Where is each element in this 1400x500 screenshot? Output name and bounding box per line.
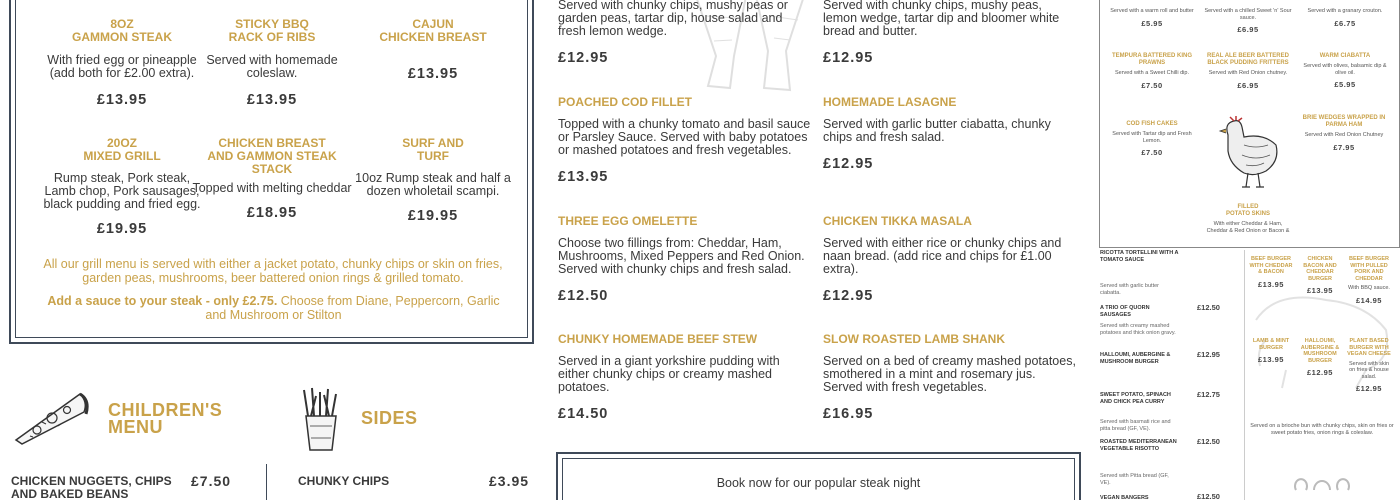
thumb-item-desc: Served with Red Onion Chutney — [1304, 132, 1384, 138]
thumb-item-name: FILLED POTATO SKINS — [1225, 204, 1270, 217]
sauce-note-bold: Add a sauce to your steak - only £2.75. — [47, 294, 278, 308]
grill-item — [192, 18, 352, 108]
grill-item-desc: With fried egg or pineapple (add both for £2.00 extra). — [47, 53, 197, 80]
childrens-item-price: £7.50 — [191, 473, 232, 489]
thumb-item-desc: With either Cheddar & Ham, Cheddar & Red Onion or Bacon & — [1206, 221, 1290, 234]
burger-price: £13.95 — [1258, 355, 1284, 364]
veg-item-price: £12.50 — [1197, 492, 1220, 500]
grill-item — [192, 137, 352, 221]
thumb-starter-item — [1108, 121, 1196, 157]
thumb-item-price: £6.95 — [1237, 80, 1259, 90]
thumb-starter-item — [1301, 53, 1389, 89]
burger-desc: Served with skin on fries & house salad. — [1348, 360, 1390, 380]
burger-name: PLANT BASED BURGER WITH VEGAN CHEESE — [1347, 338, 1391, 357]
burger-price: £13.95 — [1307, 286, 1333, 295]
main-dish-desc: Served with chunky chips, mushy peas, lemon wedge, tartar dip and bloomer white bread and butter. — [823, 0, 1060, 38]
veg-item-desc: Served with Pitta bread (GF, VE). — [1100, 473, 1169, 486]
booking-text: Book now for our popular steak night — [716, 476, 921, 490]
sides-item-price: £3.95 — [489, 473, 530, 489]
main-dish-price: £12.95 — [823, 50, 874, 66]
main-dish-name: CHUNKY HOMEMADE BEEF STEW — [558, 332, 758, 346]
grill-item-price: £18.95 — [246, 205, 298, 221]
burger-serving-note: Served on a brioche bun with chunky chips, skin on fries or sweet potato fries, onion rings & coleslaw. — [1250, 423, 1394, 436]
grill-item-price: £13.95 — [407, 66, 459, 82]
sauce-note-rest: Choose from Diane, Peppercorn, Garlic and Mushroom or Stilton — [205, 294, 500, 322]
pizza-slice-illustration — [12, 388, 90, 446]
grill-item — [42, 137, 202, 237]
veg-item-price: £12.95 — [1197, 350, 1220, 359]
thumb-item-name: BRIE WEDGES WRAPPED IN PARMA HAM — [1302, 115, 1386, 128]
veg-item-price: £12.50 — [1197, 303, 1220, 312]
burger-item — [1346, 256, 1392, 305]
burger-price: £12.95 — [1356, 384, 1382, 393]
burger-item — [1297, 256, 1343, 295]
veg-item-desc: Served with creamy mashed potatoes and thick onion gravy. — [1100, 323, 1176, 336]
thumb-item-name: COD FISH CAKES — [1126, 121, 1178, 127]
grill-item — [42, 18, 202, 108]
grill-item — [353, 137, 513, 224]
main-dish — [558, 333, 813, 422]
main-dish-price: £12.95 — [823, 288, 874, 304]
thumb-item-desc: Served with a granary crouton. — [1307, 8, 1383, 14]
grill-item-name: STICKY BBQ RACK OF RIBS — [228, 17, 316, 44]
burger-item — [1248, 338, 1294, 364]
thumb-item-desc: Served with a warm roll and butter — [1110, 8, 1194, 14]
main-dish — [558, 96, 813, 185]
main-dish-desc: Served with garlic butter ciabatta, chunky chips and fresh salad. — [823, 117, 1051, 144]
burger-item — [1297, 338, 1343, 377]
grill-item-desc: 10oz Rump steak and half a dozen wholetail scampi. — [355, 171, 511, 198]
thumb-item-desc: Served with Red Onion chutney. — [1208, 70, 1288, 76]
veg-item-name: SWEET POTATO, SPINACH AND CHICK PEA CURRY — [1100, 392, 1171, 405]
veg-item-name: VEGAN BANGERS — [1100, 495, 1149, 500]
chicken-illustration — [1214, 115, 1284, 191]
grill-item — [353, 18, 513, 82]
sides-item-name: CHUNKY CHIPS — [298, 474, 390, 488]
burger-name: LAMB & MINT BURGER — [1252, 338, 1290, 351]
thumb-item-price: £7.50 — [1141, 148, 1163, 157]
main-dish — [823, 96, 1078, 172]
main-dish-price: £12.95 — [823, 156, 874, 172]
grill-item-desc: Rump steak, Pork steak, Lamb chop, Pork sausages, black pudding and fried egg. — [43, 171, 201, 211]
main-dish-name: POACHED COD FILLET — [558, 95, 692, 109]
column-divider — [266, 464, 267, 500]
starters-menu-thumbnail — [1099, 0, 1400, 248]
main-dish-desc: Served with chunky chips, mushy peas or garden peas, tartar dip, house salad and fresh lemon wedge. — [558, 0, 788, 38]
main-dish-name: SLOW ROASTED LAMB SHANK — [823, 332, 1005, 346]
main-dish — [558, 215, 813, 304]
grill-item-price: £19.95 — [96, 221, 148, 237]
burger-price: £14.95 — [1356, 295, 1382, 305]
burger-price: £13.95 — [1258, 279, 1284, 289]
thumb-item-desc: Served with a chilled Sweet 'n' Sour sauce. — [1204, 8, 1292, 21]
burger-name: CHICKEN BACON AND CHEDDAR BURGER — [1303, 256, 1337, 282]
childrens-menu-title: CHILDREN'S MENU — [108, 400, 223, 437]
main-dish-desc: Served with either rice or chunky chips and naan bread. (add rice and chips for £1.00 extra). — [823, 236, 1062, 276]
veg-item-name: ROASTED MEDITERRANEAN VEGETABLE RISOTTO — [1100, 439, 1177, 452]
thumb-item-desc: Served with Tartar dip and Fresh Lemon. — [1112, 131, 1192, 144]
main-dish-desc: Served on a bed of creamy mashed potatoes, smothered in a mint and rosemary jus. Served with fresh vegetables. — [823, 354, 1076, 394]
main-dish-price: £13.95 — [558, 169, 609, 185]
thumb-item-desc: Served with olives, balsamic dip & olive oil. — [1303, 63, 1387, 76]
main-dish — [823, 215, 1078, 304]
sauce-note — [41, 294, 506, 322]
thumb-item-price: £7.50 — [1141, 80, 1163, 90]
main-dish-desc: Choose two fillings from: Cheddar, Ham, Mushrooms, Mixed Peppers and Red Onion. Served with chunky chips and fresh salad. — [558, 236, 805, 276]
grill-item-price: £19.95 — [407, 208, 459, 224]
thumb-item-price: £5.95 — [1141, 18, 1163, 28]
main-dish — [823, 0, 1078, 66]
thumb-item-price: £6.75 — [1334, 18, 1356, 28]
thumb-starter-item — [1108, 53, 1196, 90]
childrens-item-name: CHICKEN NUGGETS, CHIPS AND BAKED BEANS — [11, 474, 172, 500]
veg-item-price: £12.75 — [1197, 390, 1220, 399]
thumb-item-price: £6.95 — [1237, 25, 1259, 34]
main-dish-price: £16.95 — [823, 406, 874, 422]
thumb-starter-item — [1294, 115, 1394, 152]
grill-item-price: £13.95 — [246, 92, 298, 108]
grill-item-desc: Topped with melting cheddar — [192, 181, 352, 195]
main-dish-name: HOMEMADE LASAGNE — [823, 95, 957, 109]
main-dish-price: £12.50 — [558, 288, 609, 304]
panel-divider — [1244, 250, 1245, 500]
decorative-horseshoes — [1292, 472, 1352, 492]
veg-item-name: HALLOUMI, AUBERGINE & MUSHROOM BURGER — [1100, 352, 1171, 365]
grill-item-desc: Served with homemade coleslaw. — [206, 53, 338, 80]
grill-item-name: 8OZ GAMMON STEAK — [72, 17, 172, 44]
main-dish-desc: Topped with a chunky tomato and basil sauce or Parsley Sauce. Served with baby potatoes or mashed potatoes and fresh vegetables. — [558, 117, 811, 157]
grill-item-name: CHICKEN BREAST AND GAMMON STEAK STACK — [207, 136, 337, 176]
grill-item-name: 20OZ MIXED GRILL — [83, 136, 161, 163]
burger-name: BEEF BURGER WITH CHEDDAR & BACON — [1249, 256, 1293, 275]
grill-menu-panel — [9, 0, 534, 344]
burger-name: HALLOUMI, AUBERGINE & MUSHROOM BURGER — [1300, 338, 1340, 364]
burger-item — [1346, 338, 1392, 393]
grill-sides-note: All our grill menu is served with either a jacket potato, chunky chips or skin on fries, garden peas, mushrooms, beer battered onion rings & grilled tomato. — [43, 257, 503, 285]
thumb-item-desc: Served with a Sweet Chilli dip. — [1115, 70, 1189, 76]
thumb-starter-item — [1301, 5, 1389, 28]
thumb-item-price: £5.95 — [1334, 80, 1356, 89]
thumb-starter-item — [1204, 53, 1292, 90]
main-dish-price: £14.50 — [558, 406, 609, 422]
main-dish-desc: Served in a giant yorkshire pudding with either chunky chips or creamy mashed potatoes. — [558, 354, 780, 394]
thumb-starter-item — [1204, 5, 1292, 34]
thumb-starter-item — [1204, 204, 1292, 234]
steak-night-booking-box — [556, 452, 1081, 500]
mains-burgers-thumbnail — [1096, 250, 1400, 500]
main-dish — [823, 333, 1078, 422]
thumb-item-name: REAL ALE BEER BATTERED BLACK PUDDING FRITTERS — [1207, 53, 1289, 66]
thumb-starter-item — [1108, 5, 1196, 28]
thumb-item-price: £7.95 — [1333, 142, 1355, 152]
main-dish-name: CHICKEN TIKKA MASALA — [823, 214, 972, 228]
main-dish-name: THREE EGG OMELETTE — [558, 214, 698, 228]
sides-title: SIDES — [361, 408, 418, 428]
thumb-item-name: TEMPURA BATTERED KING PRAWNS — [1112, 53, 1192, 66]
grill-item-name: SURF AND TURF — [402, 136, 464, 163]
grill-item-price: £13.95 — [96, 92, 148, 108]
main-dish-price: £12.95 — [558, 50, 609, 66]
grill-item-name: CAJUN CHICKEN BREAST — [379, 17, 487, 44]
veg-item-desc: Served with garlic butter ciabatta. — [1100, 283, 1159, 296]
burger-item — [1248, 256, 1294, 289]
veg-item-price: £12.50 — [1197, 437, 1220, 446]
burger-price: £12.95 — [1307, 368, 1333, 377]
veg-item-desc: Served with basmati rice and pitta bread (GF, VE). — [1100, 419, 1171, 432]
main-dish — [558, 0, 813, 66]
burger-desc: With BBQ sauce. — [1348, 285, 1390, 291]
thumb-item-name: WARM CIABATTA — [1319, 53, 1371, 59]
veg-item-name: A TRIO OF QUORN SAUSAGES — [1100, 305, 1150, 318]
veg-item-name: RICOTTA TORTELLINI WITH A TOMATO SAUCE — [1100, 250, 1179, 263]
fries-bucket-illustration — [296, 386, 346, 452]
burger-name: BEEF BURGER WITH PULLED PORK AND CHEDDAR — [1348, 256, 1390, 282]
